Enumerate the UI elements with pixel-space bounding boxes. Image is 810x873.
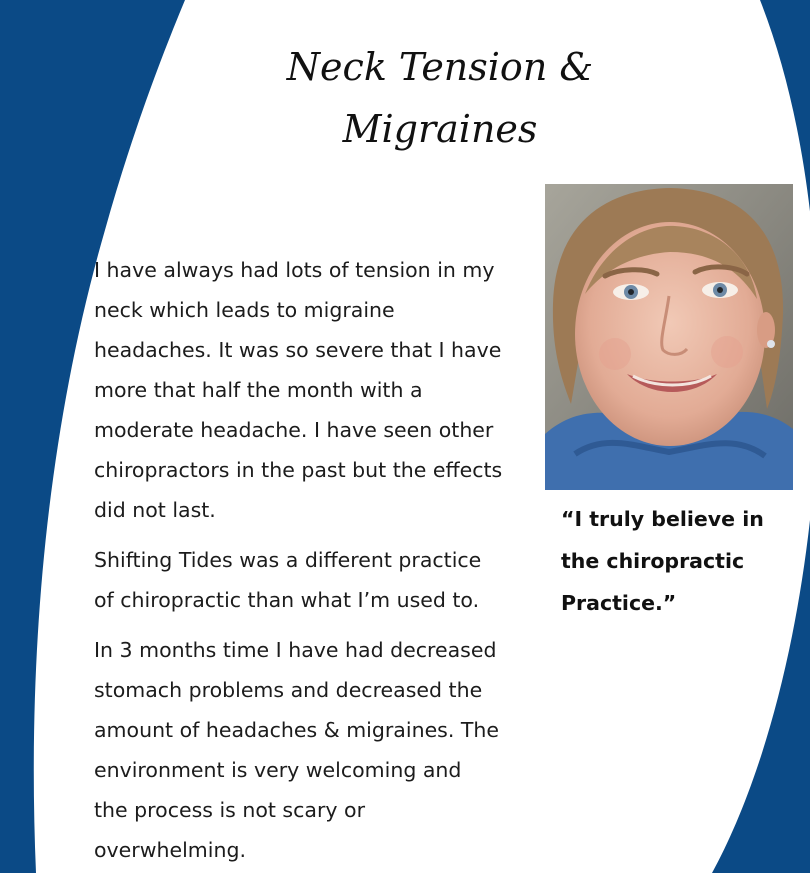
testimonial-paragraph-2: Shifting Tides was a different practice of chiropractic than what I’m used to.	[94, 548, 482, 612]
pull-quote: “I truly believe in the chiropractic Practice.”	[561, 507, 764, 615]
page-title	[180, 36, 700, 160]
testimonial-paragraph-3: In 3 months time I have had decreased stomach problems and decreased the amount of headaches & migraines. The environment is very welcoming and the process is not scary or overwhelming.	[94, 638, 500, 862]
testimonial-body	[94, 250, 544, 873]
testimonial-paragraph-1: I have always had lots of tension in my neck which leads to migraine headaches. It was so severe that I have more that half the month with a moderate headache. I have seen other chiropractors in the past but the effects did not last.	[94, 258, 503, 522]
client-photo	[545, 184, 793, 490]
title-line-2: Migraines	[342, 107, 538, 151]
portrait-illustration	[545, 184, 793, 490]
title-line-1: Neck Tension &	[286, 45, 594, 89]
